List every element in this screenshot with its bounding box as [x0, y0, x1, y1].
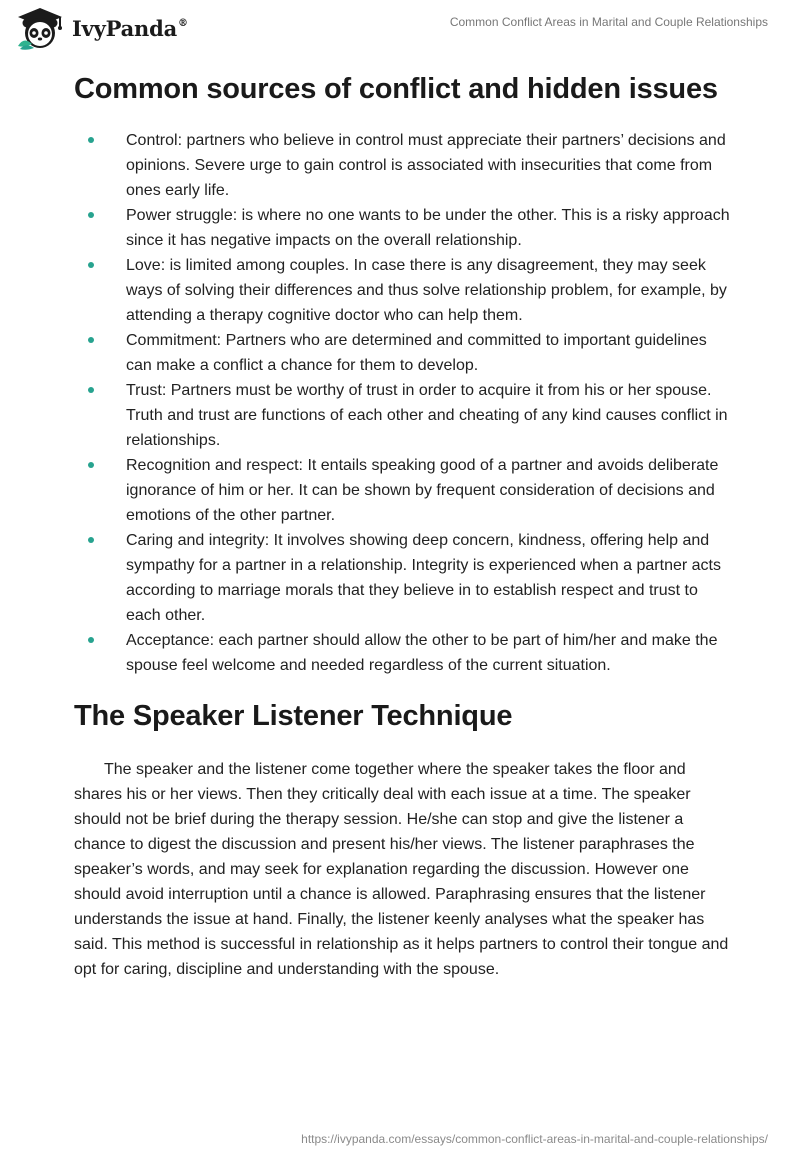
bullet-icon [88, 337, 94, 343]
bullet-icon [88, 137, 94, 143]
site-logo[interactable] [14, 6, 188, 50]
list-item-text: Commitment: Partners who are determined and committed to important guidelines can make a conflict a chance for them to develop. [126, 332, 707, 374]
list-item [74, 128, 734, 203]
speaker-listener-paragraph: The speaker and the listener come together where the speaker takes the floor and shares his or her views. Then they critically deal with each issue at a time. The speaker should not be brief during the therapy session. He/she can stop and give the listener a chance to digest the discussion and present his/her views. The listener paraphrases the speaker’s words, and may seek for explanation regarding the discussion. However one should avoid interruption until a chance is allowed. Paraphrasing ensures that the listener understands the issue at hand. Finally, the listener keenly analyses what the speaker has said. This method is successful in relationship as it helps partners to control their tongue and opt for caring, discipline and understanding with the spouse. [74, 761, 729, 978]
list-item-text: Love: is limited among couples. In case there is any disagreement, they may seek ways of solving their differences and thus solve relationship problem, for example, by attending a therapy cognitive doctor who can help them. [126, 257, 727, 324]
section-heading-conflict-sources: Common sources of conflict and hidden issues [74, 73, 718, 105]
panda-graduation-cap-icon [14, 6, 66, 50]
bullet-icon [88, 262, 94, 268]
list-item-text: Power struggle: is where no one wants to be under the other. This is a risky approach since it has negative impacts on the overall relationship. [126, 207, 730, 249]
conflict-sources-list [74, 128, 734, 678]
list-item [74, 203, 734, 253]
source-url[interactable]: https://ivypanda.com/essays/common-conflict-areas-in-marital-and-couple-relationships/ [301, 1132, 768, 1146]
bullet-icon [88, 637, 94, 643]
list-item [74, 253, 734, 328]
bullet-icon [88, 462, 94, 468]
logo-wordmark: IvyPanda® [72, 15, 188, 41]
list-item [74, 328, 734, 378]
article-content [74, 70, 734, 982]
list-item [74, 453, 734, 528]
list-item-text: Caring and integrity: It involves showing deep concern, kindness, offering help and sympathy for a partner in a relationship. Integrity is experienced when a partner acts according to marriage morals that they believe in to establish respect and trust to each other. [126, 532, 721, 624]
list-item [74, 528, 734, 628]
list-item [74, 628, 734, 678]
section-heading-speaker-listener: The Speaker Listener Technique [74, 700, 513, 732]
bullet-icon [88, 212, 94, 218]
bullet-icon [88, 387, 94, 393]
list-item-text: Control: partners who believe in control must appreciate their partners’ decisions and opinions. Severe urge to gain control is associated with insecurities that come from ones early life. [126, 132, 726, 199]
list-item-text: Acceptance: each partner should allow the other to be part of him/her and make the spouse feel welcome and needed regardless of the current situation. [126, 632, 718, 674]
bullet-icon [88, 537, 94, 543]
list-item-text: Recognition and respect: It entails speaking good of a partner and avoids deliberate ignorance of him or her. It can be shown by frequent consideration of decisions and emotions of the other partner. [126, 457, 719, 524]
list-item [74, 378, 734, 453]
document-title: Common Conflict Areas in Marital and Couple Relationships [449, 15, 768, 29]
page-header [0, 0, 800, 60]
list-item-text: Trust: Partners must be worthy of trust in order to acquire it from his or her spouse. Truth and trust are functions of each other and cheating of any kind causes conflict in relationships. [126, 382, 728, 449]
